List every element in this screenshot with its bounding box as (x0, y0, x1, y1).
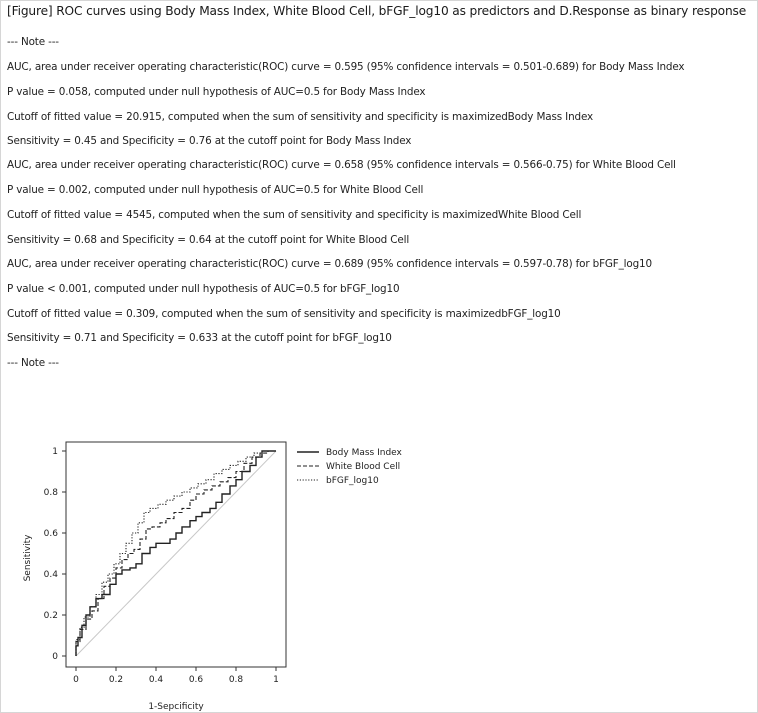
x-tick-label: 1 (273, 675, 279, 685)
note-sens-spec-bmi: Sensitivity = 0.45 and Specificity = 0.76 at the cutoff point for Body Mass Index (7, 135, 412, 147)
note-cutoff-bfgf: Cutoff of fitted value = 0.309, computed when the sum of sensitivity and specificity is maximizedbFGF_log10 (7, 308, 561, 320)
x-tick-label: 0 (73, 675, 79, 685)
note-sens-spec-wbc: Sensitivity = 0.68 and Specificity = 0.64 at the cutoff point for White Blood Cell (7, 234, 410, 246)
y-tick-label: 0.6 (43, 529, 58, 539)
y-axis-label: Sensitivity (23, 534, 33, 582)
note-footer: --- Note --- (7, 357, 59, 369)
note-auc-bfgf: AUC, area under receiver operating characteristic(ROC) curve = 0.689 (95% confidence intervals = 0.597-0.78) for bFGF_log10 (7, 258, 652, 270)
reference-diagonal (76, 451, 276, 656)
roc-chart (1, 1, 758, 713)
x-axis-label: 1-Sepcificity (148, 702, 204, 712)
x-tick-label: 0.2 (108, 675, 124, 685)
note-header: --- Note --- (7, 36, 59, 48)
note-sens-spec-bfgf: Sensitivity = 0.71 and Specificity = 0.633 at the cutoff point for bFGF_log10 (7, 332, 392, 344)
tick-layer (44, 447, 279, 685)
x-tick-label: 0.6 (188, 675, 204, 685)
y-tick-label: 1 (52, 447, 58, 457)
legend-label: Body Mass Index (326, 448, 402, 458)
note-auc-wbc: AUC, area under receiver operating characteristic(ROC) curve = 0.658 (95% confidence intervals = 0.566-0.75) for White Blood Cell (7, 159, 676, 171)
note-cutoff-bmi: Cutoff of fitted value = 20.915, computed when the sum of sensitivity and specificity is maximizedBody Mass Index (7, 111, 594, 123)
reference-line-layer (76, 451, 276, 656)
x-tick-label: 0.4 (148, 675, 164, 685)
figure-title: [Figure] ROC curves using Body Mass Index, White Blood Cell, bFGF_log10 as predictors and D.Response as binary response (7, 4, 747, 18)
y-tick-label: 0.2 (43, 611, 58, 621)
note-pvalue-bmi: P value = 0.058, computed under null hypothesis of AUC=0.5 for Body Mass Index (7, 86, 426, 98)
note-cutoff-wbc: Cutoff of fitted value = 4545, computed when the sum of sensitivity and specificity is maximizedWhite Blood Cell (7, 209, 582, 221)
legend-label: bFGF_log10 (326, 476, 379, 486)
legend-label: White Blood Cell (326, 462, 401, 472)
note-pvalue-bfgf: P value < 0.001, computed under null hypothesis of AUC=0.5 for bFGF_log10 (7, 283, 400, 295)
y-tick-label: 0.4 (43, 570, 58, 580)
plot-frame (66, 442, 286, 667)
note-auc-bmi: AUC, area under receiver operating characteristic(ROC) curve = 0.595 (95% confidence intervals = 0.501-0.689) for Body Mass Index (7, 61, 685, 73)
x-tick-label: 0.8 (228, 675, 244, 685)
y-tick-label: 0 (52, 652, 58, 662)
note-pvalue-wbc: P value = 0.002, computed under null hypothesis of AUC=0.5 for White Blood Cell (7, 184, 424, 196)
y-tick-label: 0.8 (43, 488, 58, 498)
legend (297, 448, 403, 486)
